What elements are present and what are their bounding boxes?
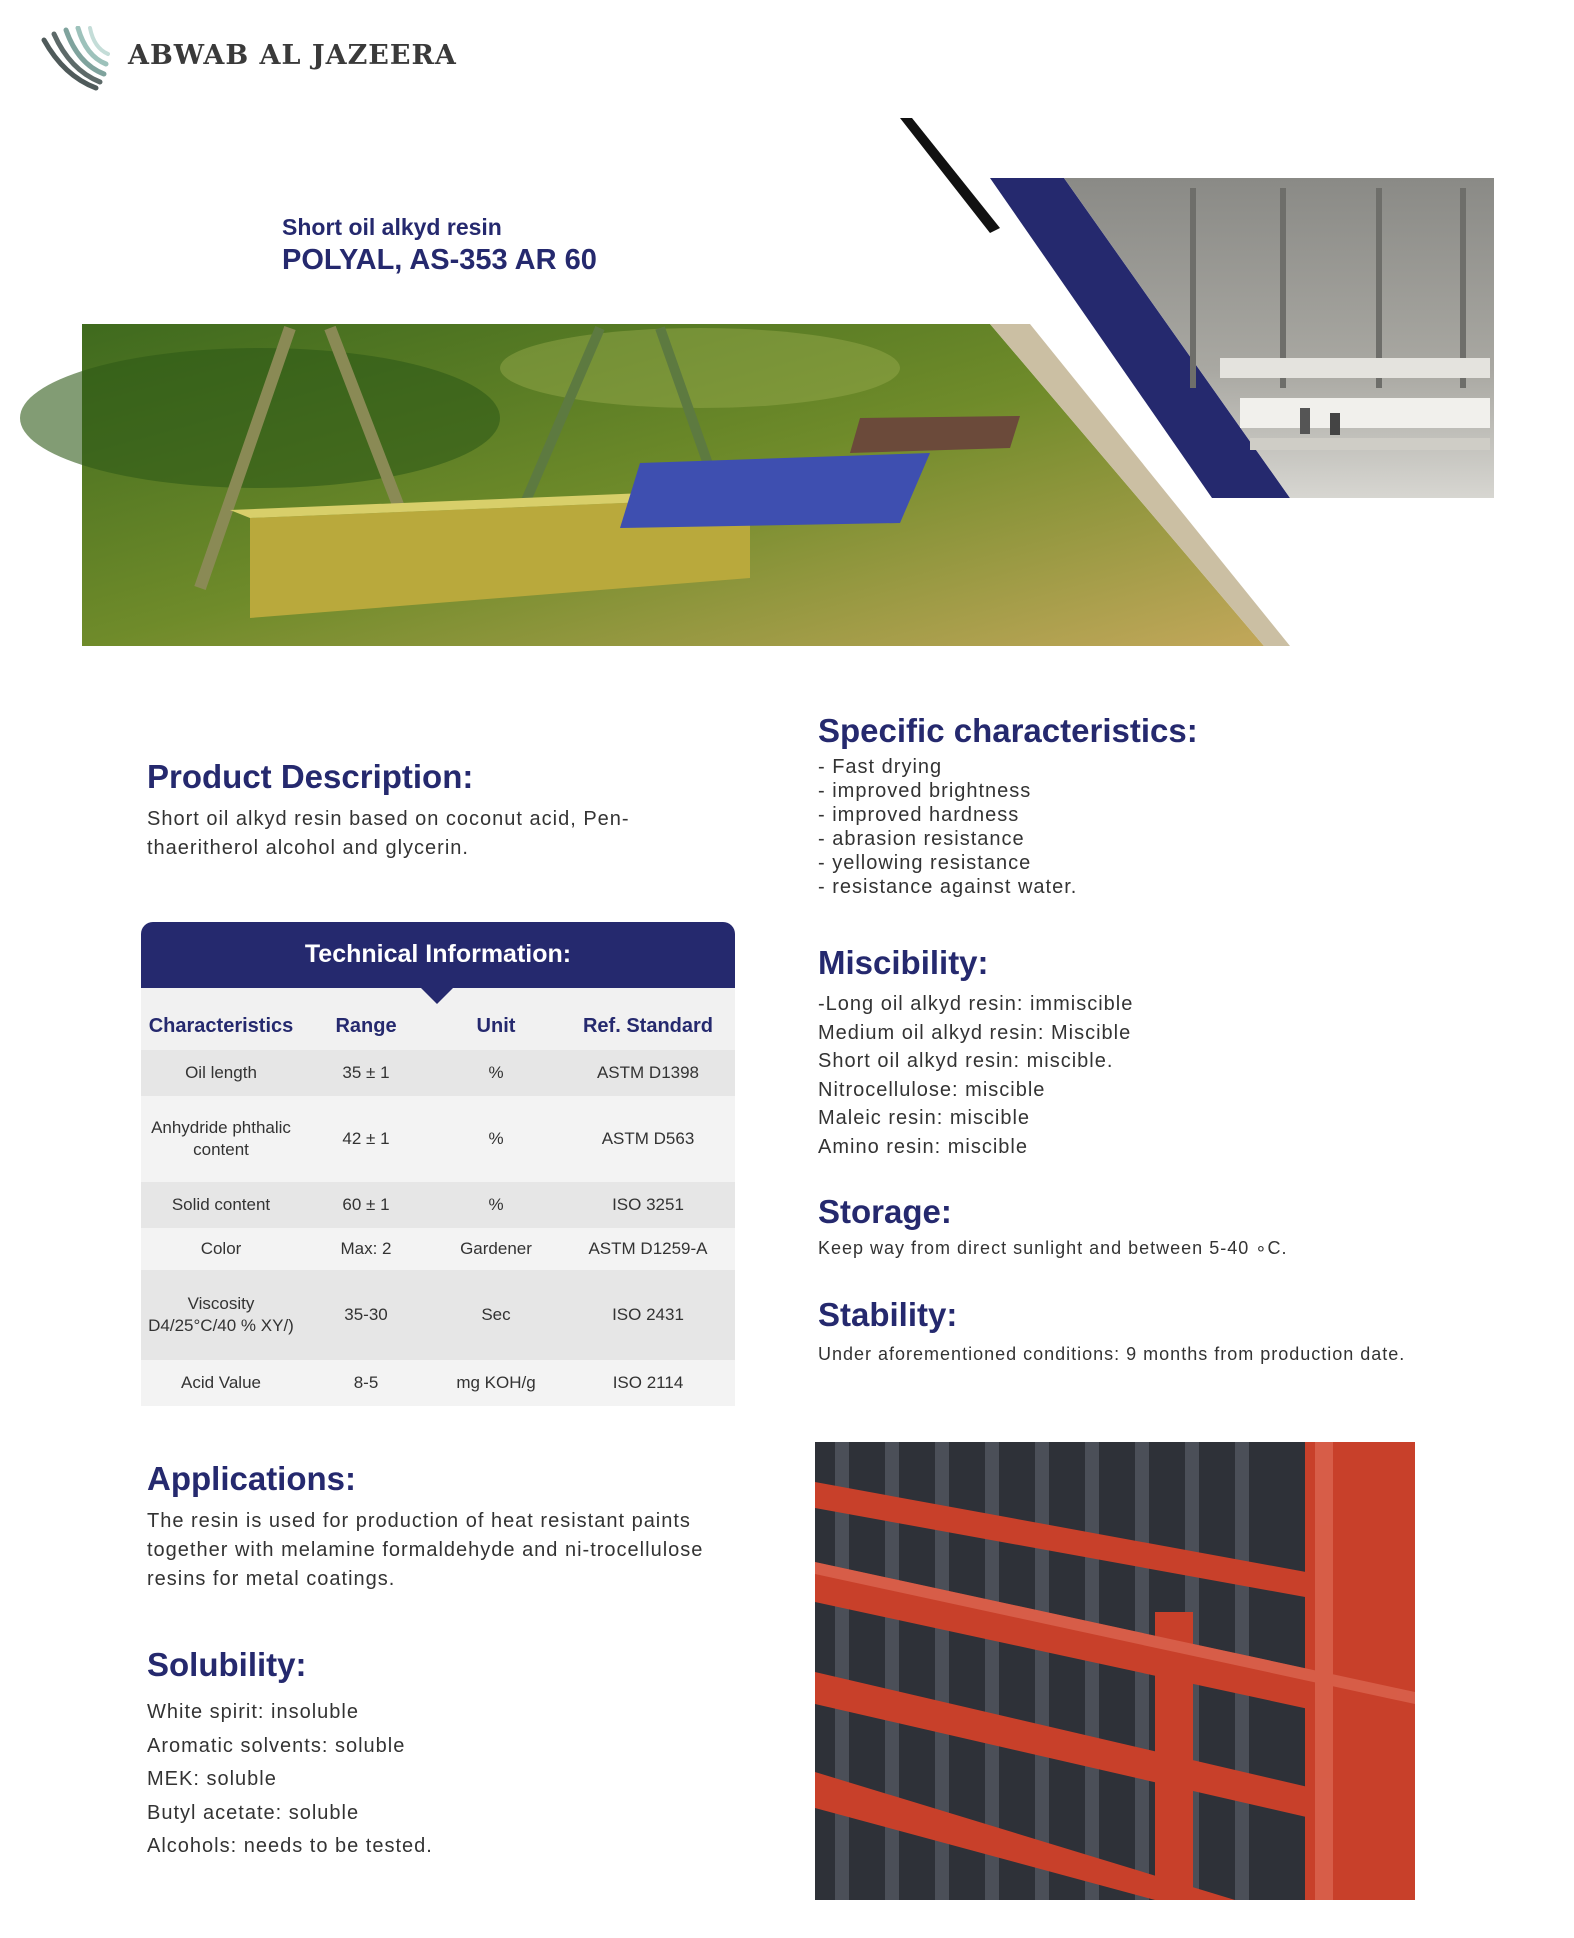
table-row bbox=[141, 1182, 735, 1228]
table-row bbox=[141, 1096, 735, 1182]
list-item: Nitrocellulose: miscible bbox=[818, 1078, 1046, 1101]
cell-unit: % bbox=[431, 1182, 561, 1228]
storage-text: Keep way from direct sunlight and between 5-40 ∘C. bbox=[818, 1238, 1288, 1258]
table-header-row bbox=[141, 1002, 735, 1050]
cell-unit: Gardener bbox=[431, 1228, 561, 1270]
cell-ref: ASTM D1398 bbox=[561, 1050, 735, 1096]
solubility-heading: Solubility: bbox=[147, 1646, 307, 1683]
list-item: - yellowing resistance bbox=[818, 852, 1032, 874]
table-row bbox=[141, 1360, 735, 1406]
list-item: Aromatic solvents: soluble bbox=[147, 1734, 406, 1757]
cell-characteristic: Color bbox=[141, 1228, 301, 1270]
miscibility-list bbox=[818, 990, 1133, 1161]
table-row bbox=[141, 1228, 735, 1270]
list-item: - resistance against water. bbox=[818, 876, 1078, 898]
col-header-characteristics: Characteristics bbox=[148, 1014, 294, 1037]
cell-characteristic: Anhydride phthalic content bbox=[141, 1096, 301, 1182]
swing-photo bbox=[20, 324, 1264, 646]
col-header-ref-standard: Ref. Standard bbox=[582, 1014, 714, 1037]
cell-range: 35-30 bbox=[301, 1270, 431, 1360]
stability-text: Under aforementioned conditions: 9 months from production date. bbox=[818, 1344, 1406, 1364]
hero-banner bbox=[0, 118, 1574, 658]
cell-range: Max: 2 bbox=[301, 1228, 431, 1270]
cell-range: 42 ± 1 bbox=[301, 1096, 431, 1182]
list-item: Short oil alkyd resin: miscible. bbox=[818, 1050, 1114, 1072]
technical-table bbox=[141, 1002, 735, 1406]
cell-ref: ASTM D1259-A bbox=[561, 1228, 735, 1270]
product-subtitle: Short oil alkyd resin bbox=[282, 214, 502, 240]
cell-ref: ISO 3251 bbox=[561, 1182, 735, 1228]
list-item: White spirit: insoluble bbox=[147, 1701, 359, 1723]
list-item: Butyl acetate: soluble bbox=[147, 1801, 360, 1824]
cell-unit: mg KOH/g bbox=[431, 1360, 561, 1406]
cell-range: 35 ± 1 bbox=[301, 1050, 431, 1096]
cell-unit: % bbox=[431, 1050, 561, 1096]
list-item: Amino resin: miscible bbox=[818, 1135, 1028, 1158]
technical-info-title: Technical Information: bbox=[304, 940, 572, 968]
stability-heading: Stability: bbox=[818, 1296, 958, 1333]
table-row bbox=[141, 1050, 735, 1096]
cell-ref: ISO 2431 bbox=[561, 1270, 735, 1360]
technical-info-header bbox=[141, 922, 735, 988]
cell-characteristic: Oil length bbox=[141, 1050, 301, 1096]
brand-logo-icon bbox=[34, 26, 110, 96]
list-item: Maleic resin: miscible bbox=[818, 1107, 1031, 1129]
list-item: - Fast drying bbox=[818, 756, 943, 778]
brand-name: ABWAB AL JAZEERA bbox=[128, 40, 457, 71]
col-header-unit: Unit bbox=[476, 1014, 516, 1037]
specific-characteristics-heading: Specific characteristics: bbox=[818, 712, 1198, 749]
applications-text: The resin is used for production of heat resistant paints together with melamine formaldehyde and ni-trocellulose resins for metal coatings. bbox=[147, 1510, 704, 1590]
list-item: Medium oil alkyd resin: Miscible bbox=[818, 1021, 1132, 1044]
product-name: POLYAL, AS-353 AR 60 bbox=[282, 244, 597, 276]
applications-heading: Applications: bbox=[147, 1460, 357, 1497]
cell-characteristic: Acid Value bbox=[141, 1360, 301, 1406]
col-header-range: Range bbox=[335, 1014, 397, 1037]
list-item: MEK: soluble bbox=[147, 1768, 277, 1790]
cell-unit: Sec bbox=[431, 1270, 561, 1360]
product-description-heading: Product Description: bbox=[147, 758, 474, 795]
cell-range: 8-5 bbox=[301, 1360, 431, 1406]
miscibility-heading: Miscibility: bbox=[818, 944, 989, 981]
list-item: - abrasion resistance bbox=[818, 828, 1025, 850]
dark-line bbox=[900, 118, 1000, 233]
table-row bbox=[141, 1270, 735, 1360]
cell-characteristic: Viscosity D4/25°C/40 % XY/) bbox=[141, 1270, 301, 1360]
cell-unit: % bbox=[431, 1096, 561, 1182]
list-item: - improved brightness bbox=[818, 780, 1032, 802]
list-item: Alcohols: needs to be tested. bbox=[147, 1835, 433, 1857]
cell-range: 60 ± 1 bbox=[301, 1182, 431, 1228]
solubility-list bbox=[147, 1696, 433, 1864]
cell-ref: ASTM D563 bbox=[561, 1096, 735, 1182]
cell-characteristic: Solid content bbox=[141, 1182, 301, 1228]
product-description-text: Short oil alkyd resin based on coconut acid, Pen-thaeritherol alcohol and glycerin. bbox=[147, 808, 630, 859]
storage-heading: Storage: bbox=[818, 1193, 952, 1230]
railing-photo bbox=[815, 1442, 1415, 1900]
list-item: - improved hardness bbox=[818, 804, 1020, 826]
technical-info-panel bbox=[141, 922, 735, 1396]
specific-characteristics-list bbox=[818, 755, 1077, 899]
list-item: -Long oil alkyd resin: immiscible bbox=[818, 993, 1134, 1015]
cell-ref: ISO 2114 bbox=[561, 1360, 735, 1406]
